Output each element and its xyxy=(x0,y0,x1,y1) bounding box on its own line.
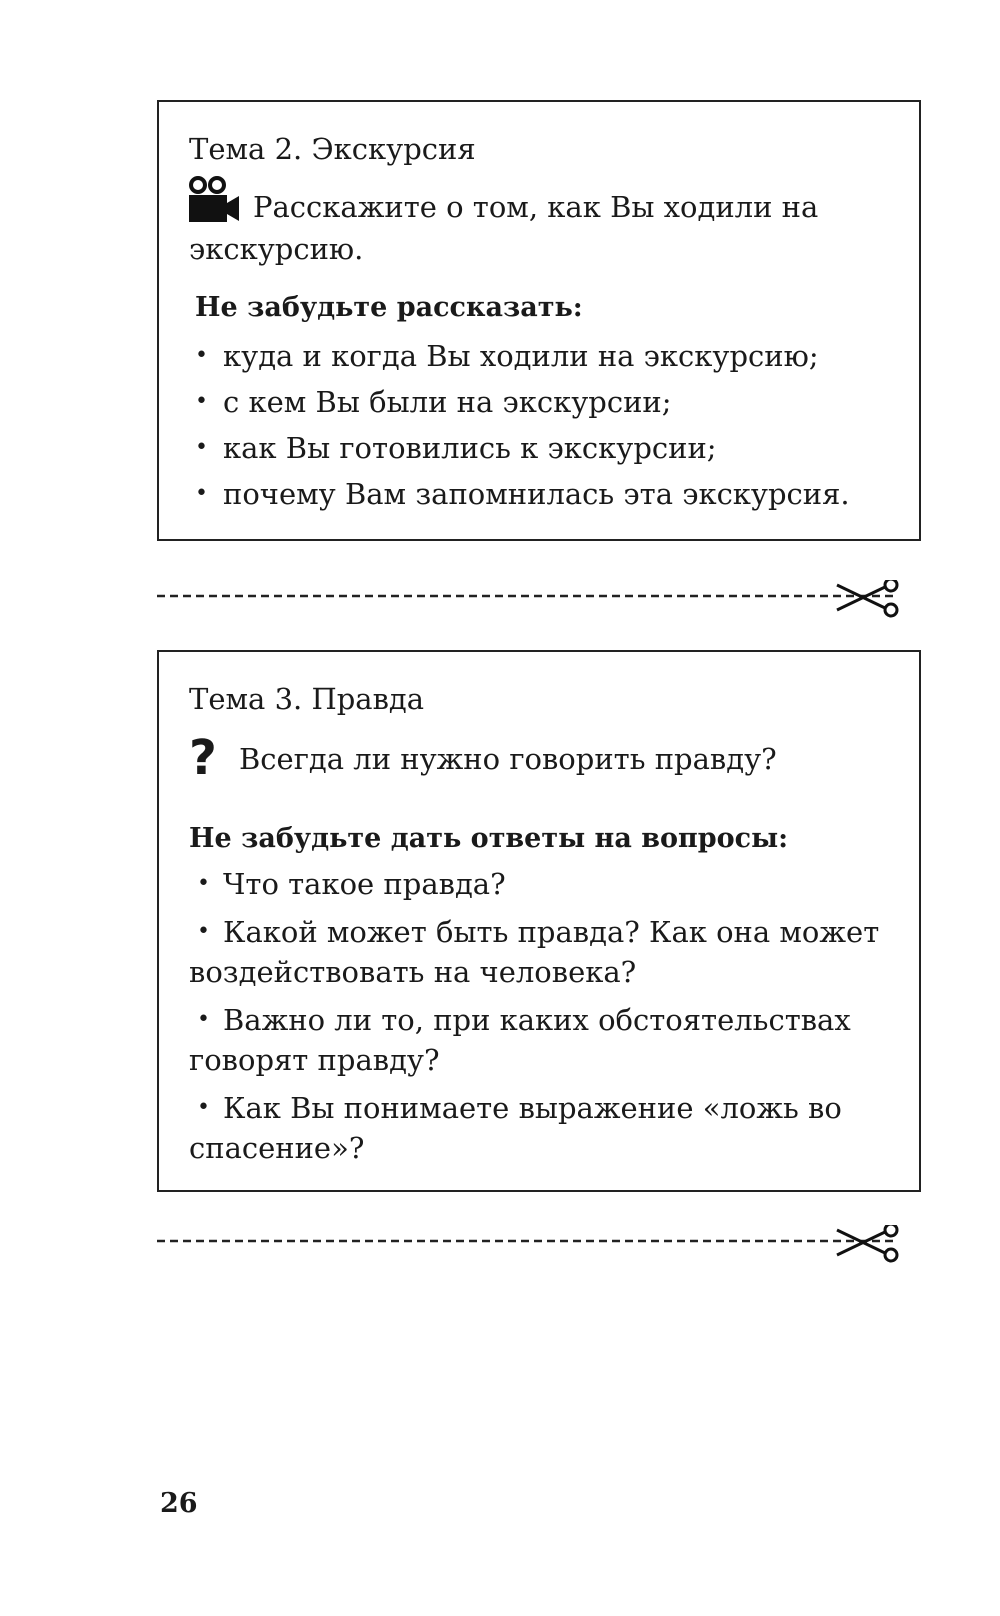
topic-title: Тема 2. Экскурсия xyxy=(189,132,476,166)
cut-line xyxy=(157,580,923,620)
list-item: • как Вы готовились к экскурсии; xyxy=(189,431,909,465)
topic-card-excursion xyxy=(157,100,921,541)
reminder-list xyxy=(189,864,889,1176)
scissors-icon xyxy=(837,1225,897,1261)
page-number: 26 xyxy=(160,1488,198,1519)
list-item: • Важно ли то, при каких обстоятельствах говорят правду? xyxy=(189,1000,889,1080)
cut-line xyxy=(157,1225,923,1265)
list-item: • Что такое правда? xyxy=(189,864,889,904)
reminder-heading: Не забудьте дать ответы на вопросы: xyxy=(189,823,789,854)
topic-title: Тема 3. Правда xyxy=(189,682,425,716)
topic-card-truth xyxy=(157,650,921,1192)
reminder-heading: Не забудьте рассказать: xyxy=(195,292,583,323)
question-mark-icon: ? xyxy=(189,730,217,786)
list-item: • с кем Вы были на экскурсии; xyxy=(189,385,909,419)
list-item: • куда и когда Вы ходили на экскурсию; xyxy=(189,339,909,373)
topic-prompt: Расскажите о том, как Вы ходили на экскурсию. xyxy=(189,190,819,266)
list-item: • Какой может быть правда? Как она может воздействовать на человека? xyxy=(189,912,889,992)
list-item: • почему Вам запомнилась эта экскурсия. xyxy=(189,477,909,511)
list-item: • Как Вы понимаете выражение «ложь во спасение»? xyxy=(189,1088,889,1168)
scissors-icon xyxy=(837,580,897,616)
topic-prompt: Всегда ли нужно говорить правду? xyxy=(239,742,777,776)
reminder-list xyxy=(189,339,909,523)
